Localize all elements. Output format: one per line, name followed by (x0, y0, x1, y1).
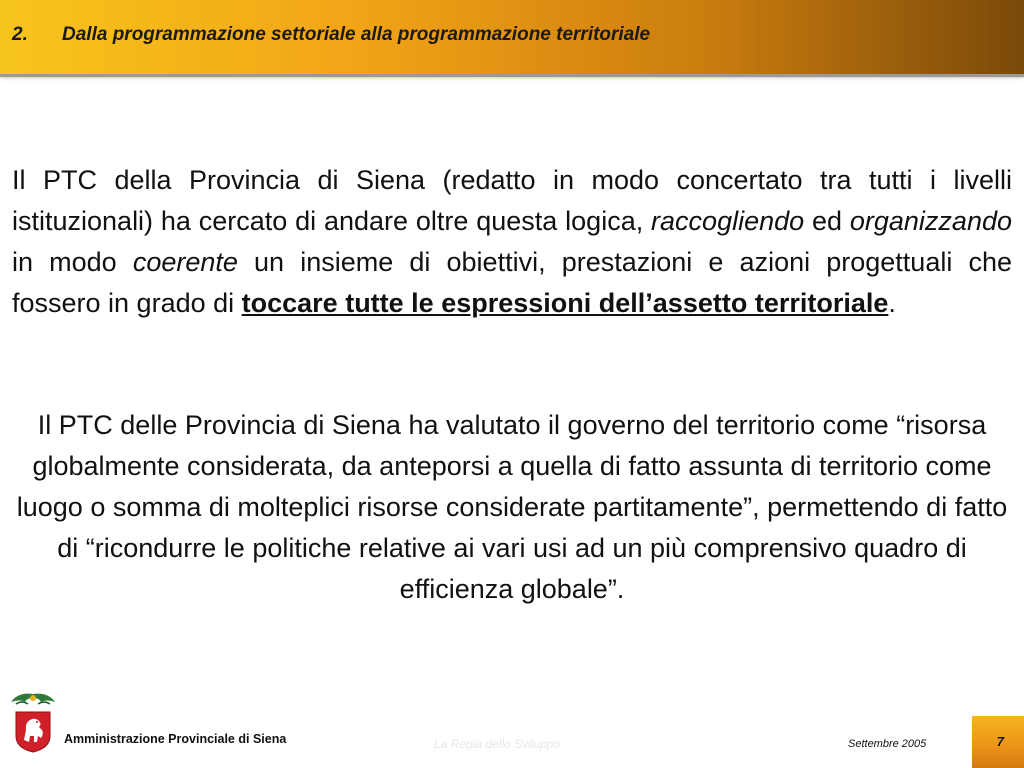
paragraph-2: Il PTC delle Provincia di Siena ha valutato il governo del territorio come “risorsa globalmente considerata, da anteporsi a quella di fatto assunta di territorio come luogo o somma di molteplici risorse considerate partitamente”, permettendo di fatto di “ricondurre le politiche relative ai vari usi ad un più comprensivo quadro di efficienza globale”. (16, 410, 1008, 604)
paragraph-1-italic-raccogliendo: raccogliendo (651, 206, 805, 236)
province-of-siena-crest-icon (8, 690, 58, 754)
paragraph-1-end: . (888, 288, 896, 318)
page-number-box (972, 716, 1024, 768)
header-bar (0, 0, 1024, 74)
section-number: 2. (12, 24, 28, 45)
section-title: Dalla programmazione settoriale alla programmazione territoriale (62, 24, 651, 45)
footer-date: Settembre 2005 (848, 738, 927, 750)
page-number: 7 (996, 734, 1004, 749)
paragraph-1-text-a: Il PTC della Provincia di Siena (redatto in modo concertato tra tutti i livelli istituzionali) ha cercato di andare oltre questa logica, (12, 165, 1012, 236)
paragraph-1-italic-coerente: coerente (132, 247, 238, 277)
header-divider (0, 74, 1024, 77)
footer-organization: Amministrazione Provinciale di Siena (64, 732, 287, 746)
paragraph-1-text-c: in modo (12, 247, 133, 277)
paragraph-1-emphasis: toccare tutte le espressioni dell’assetto territoriale (241, 288, 889, 318)
footer-watermark: La Regia dello Sviluppo (434, 737, 561, 751)
paragraph-1-italic-organizzando: organizzando (849, 206, 1012, 236)
paragraph-1-text-d: un insieme di obiettivi, prestazioni e azioni progettuali che fossero in grado di (12, 247, 1012, 318)
slide-title (12, 24, 650, 46)
paragraph-1 (12, 160, 1012, 324)
paragraph-1-text-b: ed (804, 206, 850, 236)
